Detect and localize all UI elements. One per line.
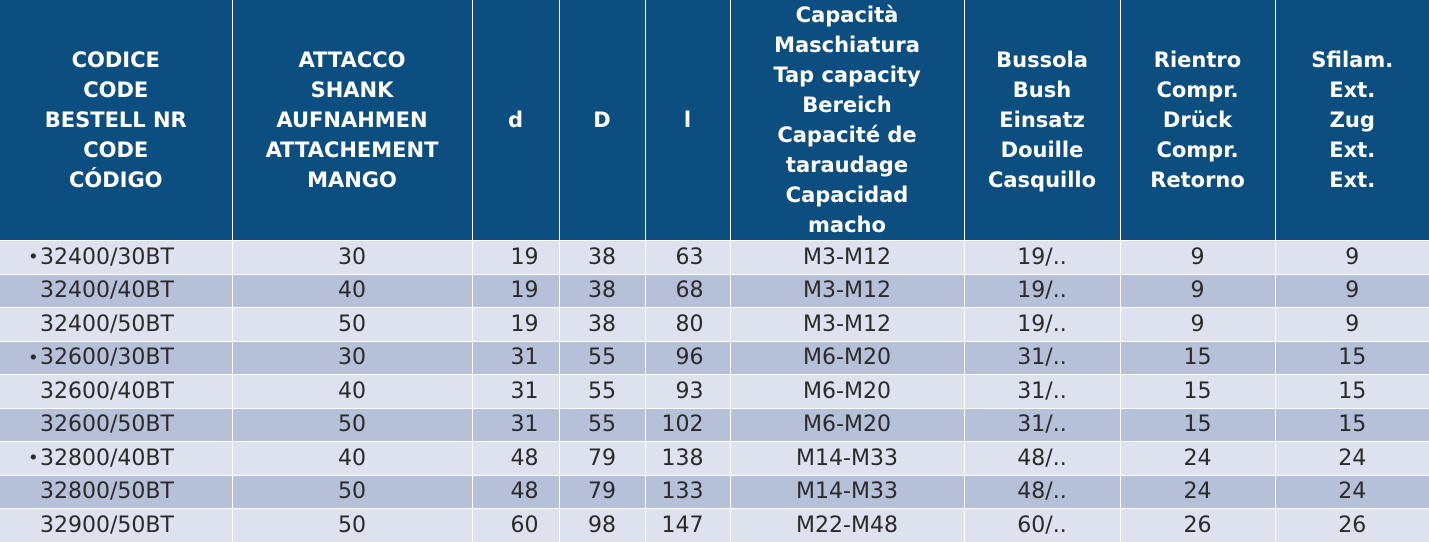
header-code: CODICE CODE BESTELL NR CODE CÓDIGO [0, 0, 232, 241]
bullet-marker: • [28, 448, 39, 469]
cell-tap-capacity: M14-M33 [730, 475, 964, 509]
bullet-marker: • [28, 347, 39, 368]
cell-extension: 9 [1275, 241, 1429, 275]
cell-tap-capacity: M14-M33 [730, 442, 964, 476]
cell-code [0, 509, 232, 542]
cell-compression: 24 [1120, 475, 1275, 509]
cell-d: 60 [472, 509, 559, 542]
header-tap-capacity: Capacità Maschiatura Tap capacity Bereich Capacité de taraudage Capacidad macho [730, 0, 964, 241]
header-bush: Bussola Bush Einsatz Douille Casquillo [964, 0, 1120, 241]
product-code: 32800/50BT [26, 479, 174, 504]
cell-l: 138 [645, 442, 730, 476]
cell-compression: 9 [1120, 241, 1275, 275]
cell-l: 80 [645, 308, 730, 342]
header-row [0, 0, 1429, 241]
cell-compression: 9 [1120, 308, 1275, 342]
table-row [0, 375, 1429, 409]
cell-code [0, 408, 232, 442]
product-code: 32600/40BT [26, 379, 174, 404]
product-code: 32900/50BT [26, 513, 174, 538]
cell-d: 19 [472, 274, 559, 308]
cell-D: 98 [559, 509, 645, 542]
cell-d: 48 [472, 475, 559, 509]
cell-l: 96 [645, 341, 730, 375]
cell-d: 48 [472, 442, 559, 476]
header-d: d [472, 0, 559, 241]
cell-D: 55 [559, 341, 645, 375]
product-code: 32600/30BT [26, 345, 174, 370]
table-row [0, 509, 1429, 542]
cell-l: 63 [645, 241, 730, 275]
header-D: D [559, 0, 645, 241]
cell-d: 19 [472, 308, 559, 342]
cell-extension: 15 [1275, 408, 1429, 442]
cell-tap-capacity: M22-M48 [730, 509, 964, 542]
cell-compression: 15 [1120, 341, 1275, 375]
cell-d: 31 [472, 408, 559, 442]
cell-compression: 26 [1120, 509, 1275, 542]
cell-l: 68 [645, 274, 730, 308]
cell-l: 147 [645, 509, 730, 542]
cell-bush: 19/.. [964, 274, 1120, 308]
cell-code [0, 442, 232, 476]
cell-extension: 15 [1275, 341, 1429, 375]
product-code: 32400/30BT [26, 245, 174, 270]
header-shank: ATTACCO SHANK AUFNAHMEN ATTACHEMENT MANGO [232, 0, 472, 241]
cell-bush: 60/.. [964, 509, 1120, 542]
cell-compression: 15 [1120, 408, 1275, 442]
cell-shank: 40 [232, 442, 472, 476]
cell-d: 31 [472, 341, 559, 375]
header-extension: Sfilam. Ext. Zug Ext. Ext. [1275, 0, 1429, 241]
cell-extension: 15 [1275, 375, 1429, 409]
cell-extension: 24 [1275, 475, 1429, 509]
cell-shank: 40 [232, 375, 472, 409]
cell-l: 133 [645, 475, 730, 509]
cell-tap-capacity: M3-M12 [730, 308, 964, 342]
bullet-marker: • [28, 247, 39, 268]
cell-extension: 9 [1275, 308, 1429, 342]
product-code: 32800/40BT [26, 446, 174, 471]
header-l: l [645, 0, 730, 241]
cell-tap-capacity: M6-M20 [730, 375, 964, 409]
cell-D: 55 [559, 408, 645, 442]
cell-shank: 50 [232, 475, 472, 509]
table-row [0, 442, 1429, 476]
table-row [0, 274, 1429, 308]
cell-tap-capacity: M3-M12 [730, 274, 964, 308]
table-body [0, 241, 1429, 542]
table-row [0, 475, 1429, 509]
cell-shank: 50 [232, 408, 472, 442]
cell-code [0, 308, 232, 342]
header-compression: Rientro Compr. Drück Compr. Retorno [1120, 0, 1275, 241]
product-code: 32400/50BT [26, 312, 174, 337]
cell-code [0, 241, 232, 275]
cell-bush: 31/.. [964, 341, 1120, 375]
cell-shank: 40 [232, 274, 472, 308]
cell-d: 31 [472, 375, 559, 409]
cell-bush: 19/.. [964, 308, 1120, 342]
cell-compression: 9 [1120, 274, 1275, 308]
cell-D: 38 [559, 274, 645, 308]
cell-extension: 26 [1275, 509, 1429, 542]
table-row [0, 341, 1429, 375]
cell-d: 19 [472, 241, 559, 275]
cell-tap-capacity: M3-M12 [730, 241, 964, 275]
cell-D: 79 [559, 475, 645, 509]
cell-tap-capacity: M6-M20 [730, 408, 964, 442]
cell-l: 102 [645, 408, 730, 442]
cell-D: 38 [559, 308, 645, 342]
cell-shank: 30 [232, 341, 472, 375]
product-code: 32600/50BT [26, 412, 174, 437]
cell-D: 79 [559, 442, 645, 476]
cell-code [0, 475, 232, 509]
cell-tap-capacity: M6-M20 [730, 341, 964, 375]
product-code: 32400/40BT [26, 278, 174, 303]
cell-code [0, 274, 232, 308]
cell-extension: 24 [1275, 442, 1429, 476]
table-row [0, 241, 1429, 275]
cell-shank: 50 [232, 509, 472, 542]
cell-compression: 24 [1120, 442, 1275, 476]
cell-bush: 31/.. [964, 375, 1120, 409]
cell-D: 38 [559, 241, 645, 275]
cell-code [0, 375, 232, 409]
table-row [0, 308, 1429, 342]
cell-extension: 9 [1275, 274, 1429, 308]
cell-shank: 30 [232, 241, 472, 275]
cell-shank: 50 [232, 308, 472, 342]
cell-D: 55 [559, 375, 645, 409]
table-row [0, 408, 1429, 442]
cell-code [0, 341, 232, 375]
cell-bush: 31/.. [964, 408, 1120, 442]
cell-bush: 48/.. [964, 475, 1120, 509]
cell-compression: 15 [1120, 375, 1275, 409]
cell-bush: 48/.. [964, 442, 1120, 476]
cell-l: 93 [645, 375, 730, 409]
cell-bush: 19/.. [964, 241, 1120, 275]
